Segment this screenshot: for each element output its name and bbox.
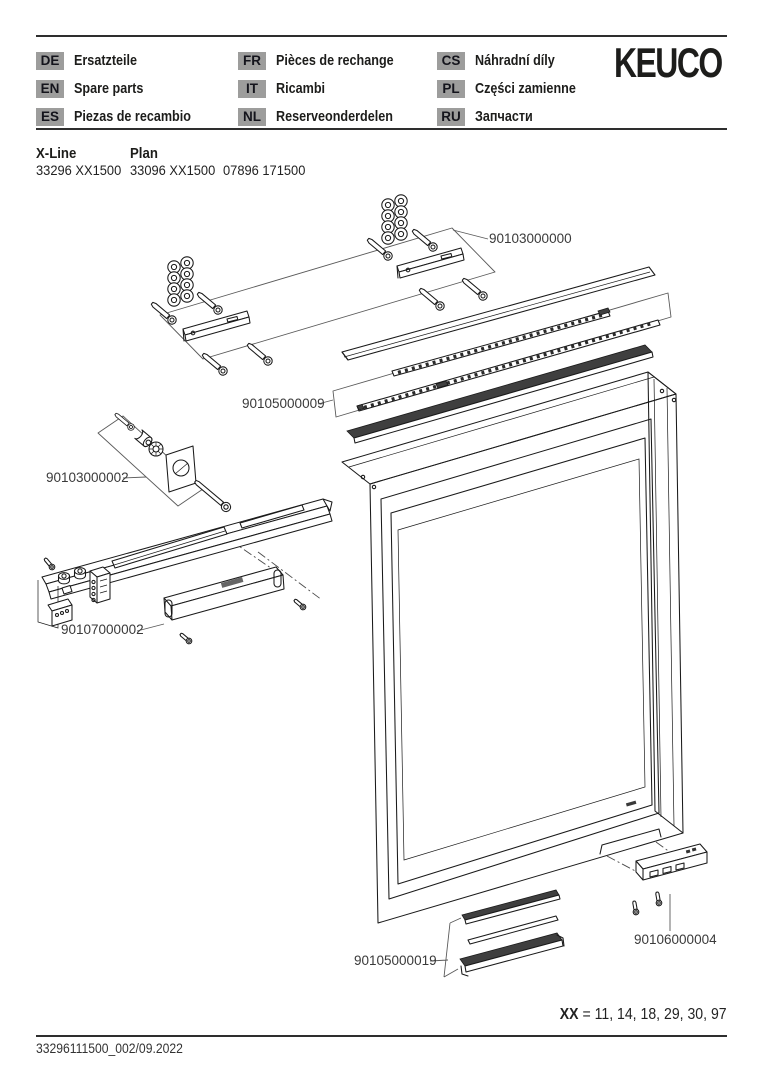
lang-label-ru: Запчасти [475, 108, 533, 125]
lang-label-fr: Pièces de rechange [276, 52, 394, 69]
lang-badge-pl: PL [437, 80, 465, 98]
keuco-micro-logo [626, 801, 636, 807]
lang-label-es: Piezas de recambio [74, 108, 191, 125]
series-code-xline: 33296 XX1500 [36, 162, 122, 178]
keuco-logo: KEUCO [614, 39, 722, 86]
lang-badge-nl: NL [238, 108, 266, 126]
part-label-mounting-bracket: 90103000000 [489, 231, 572, 246]
lang-badge-es: ES [36, 108, 64, 126]
variant-note-values: = 11, 14, 18, 29, 30, 97 [578, 1006, 727, 1023]
lang-label-nl: Reserveonderdelen [276, 108, 393, 125]
header-top-rule [36, 35, 727, 37]
header-bottom-rule [36, 128, 727, 130]
lang-row-ru [437, 108, 544, 126]
series-code-extra: 07896 171500 [223, 162, 306, 178]
lang-row-en [36, 80, 157, 98]
lang-row-cs [437, 52, 570, 70]
lang-row-pl [437, 80, 595, 98]
part-label-wall-anchor: 90103000002 [46, 470, 129, 485]
bottom-diffuser-strips [430, 890, 564, 977]
variant-note-label: XX [560, 1006, 579, 1023]
lang-label-de: Ersatzteile [74, 52, 138, 69]
variant-note [560, 1006, 727, 1024]
document-id: 33296111500_002/09.2022 [36, 1041, 183, 1056]
lang-badge-en: EN [36, 80, 64, 98]
lang-badge-de: DE [36, 52, 64, 70]
wall-anchor-assembly [98, 411, 232, 513]
series-code-plan: 33096 XX1500 [130, 162, 216, 178]
switch-module [607, 842, 707, 931]
lang-label-pl: Części zamienne [475, 80, 576, 97]
lang-row-fr [238, 52, 416, 70]
lang-badge-fr: FR [238, 52, 266, 70]
lang-label-it: Ricambi [276, 80, 326, 97]
lang-label-en: Spare parts [74, 80, 144, 97]
footer-rule [36, 1035, 727, 1037]
lang-row-es [36, 108, 213, 126]
lang-badge-it: IT [238, 80, 266, 98]
series-name-plan: Plan [130, 145, 158, 162]
lang-row-nl [238, 108, 415, 126]
cabinet-body [342, 372, 683, 923]
mounting-bracket-assembly [149, 195, 495, 377]
part-label-bottom-profiles: 90105000019 [354, 953, 437, 968]
lang-badge-cs: CS [437, 52, 465, 70]
lang-row-it [238, 80, 334, 98]
part-label-switch-module: 90106000004 [634, 932, 717, 947]
part-label-led-strip: 90105000009 [242, 396, 325, 411]
lang-label-cs: Náhradní díly [475, 52, 555, 69]
part-label-junction-rail: 90107000002 [61, 622, 144, 637]
series-name-xline: X-Line [36, 145, 77, 162]
lang-row-de [36, 52, 149, 70]
lang-badge-ru: RU [437, 108, 465, 126]
